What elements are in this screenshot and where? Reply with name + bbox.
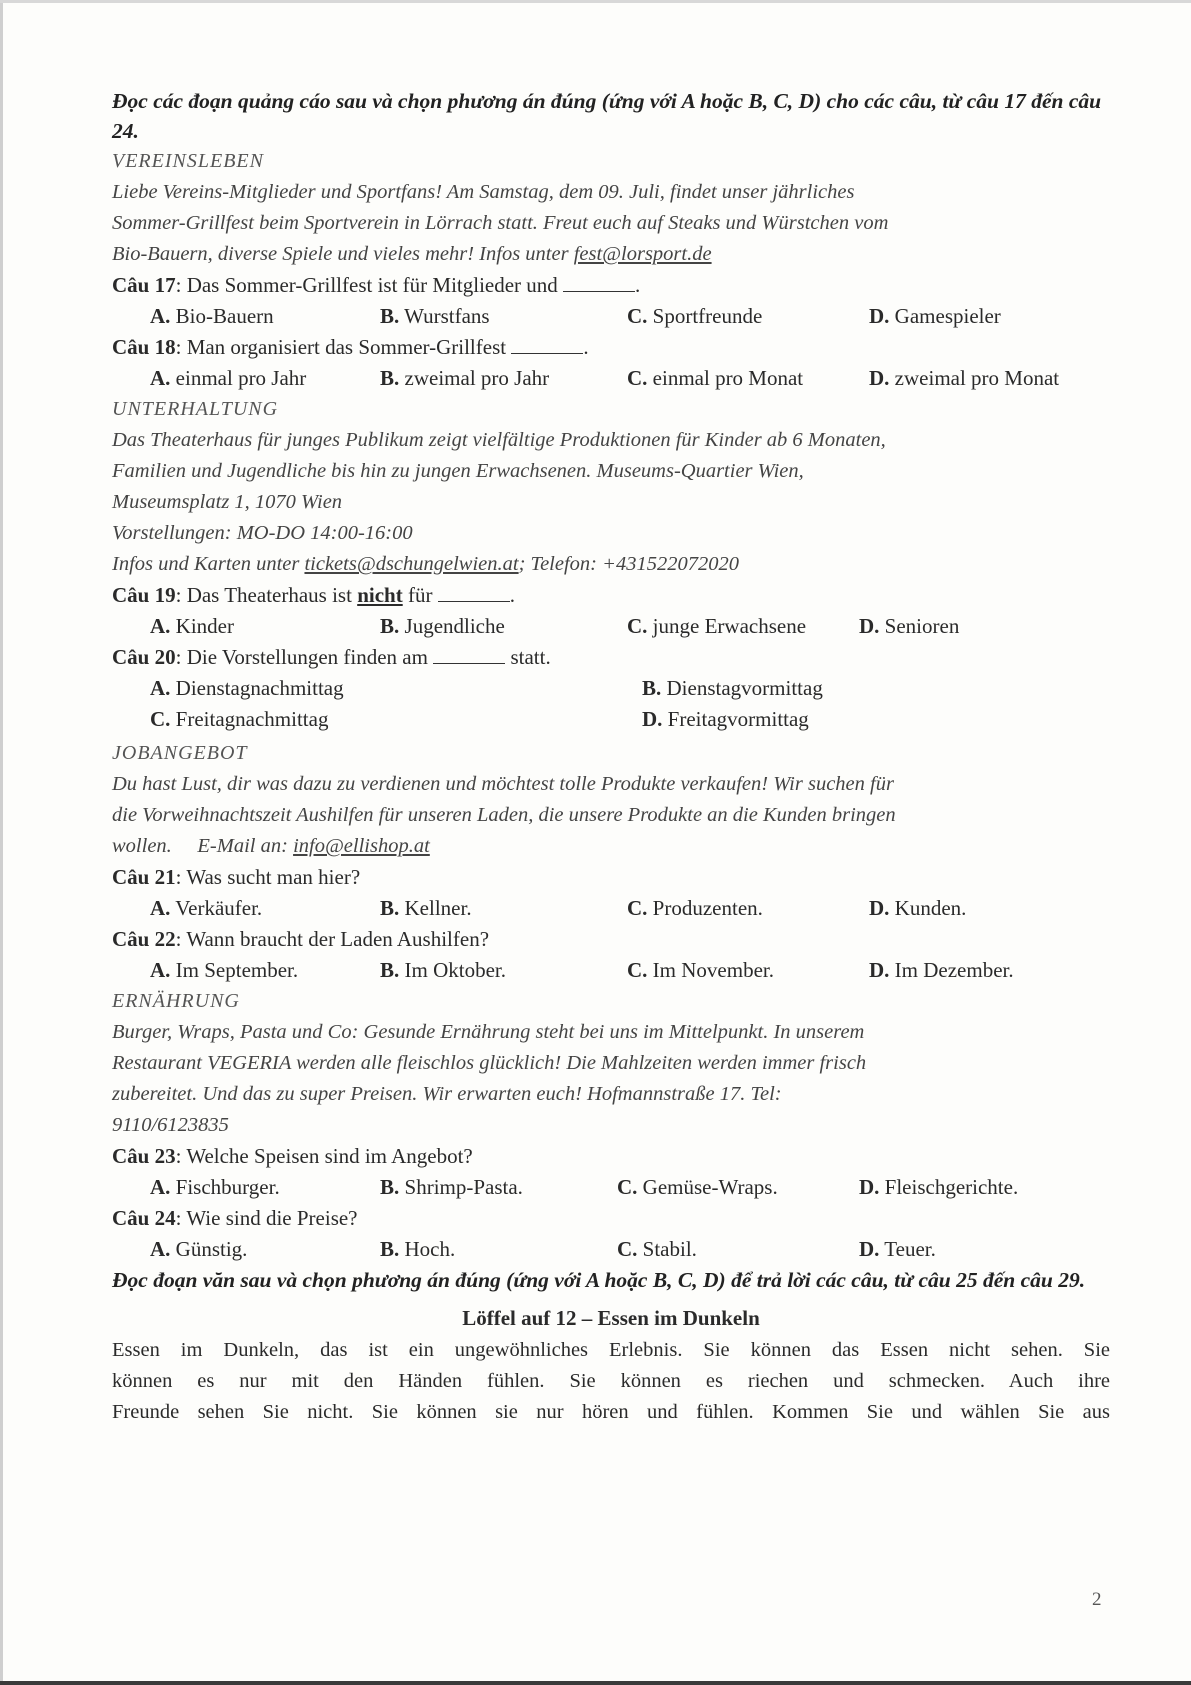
option-letter: B. — [380, 366, 400, 390]
option-letter: A. — [150, 1175, 171, 1199]
option-letter: B. — [642, 676, 662, 700]
question-end: . — [635, 273, 641, 297]
option-letter: C. — [617, 1175, 638, 1199]
ad4-line: Restaurant VEGERIA werden alle fleischlos glücklich! Die Mahlzeiten werden immer frisch — [112, 1052, 867, 1074]
options-19 — [112, 611, 1110, 642]
option-letter: D. — [642, 707, 663, 731]
option-letter: B. — [380, 304, 400, 328]
option-a[interactable] — [150, 301, 380, 332]
option-text: einmal pro Jahr — [170, 366, 307, 390]
ad2-info-line — [112, 549, 1110, 580]
option-letter: B. — [380, 1237, 400, 1261]
options-20-row2 — [112, 704, 1110, 735]
question-label: Câu 23 — [112, 1144, 176, 1168]
option-text: zweimal pro Monat — [889, 366, 1060, 390]
ad3-line: Du hast Lust, dir was dazu zu verdienen und möchtest tolle Produkte verkaufen! Wir suchen für — [112, 773, 894, 795]
ad2-line: Museumsplatz 1, 1070 Wien — [112, 491, 343, 513]
question-label: Câu 18 — [112, 335, 176, 359]
question-label: Câu 22 — [112, 927, 176, 951]
option-text: Gemüse-Wraps. — [637, 1175, 778, 1199]
option-d[interactable] — [869, 301, 1001, 332]
question-20 — [112, 642, 1110, 673]
options-18 — [112, 363, 1110, 394]
option-text: Im Oktober. — [399, 958, 506, 982]
option-letter: C. — [617, 1237, 638, 1261]
ad2-info-prefix: Infos und Karten unter — [112, 553, 305, 575]
option-a[interactable] — [150, 955, 380, 986]
option-text: Dienstagnachmittag — [170, 676, 344, 700]
option-text: Dienstagvormittag — [661, 676, 823, 700]
scan-edge-bottom — [0, 1681, 1191, 1685]
option-letter: A. — [150, 896, 171, 920]
option-b[interactable] — [380, 1234, 617, 1265]
option-d[interactable] — [642, 704, 809, 735]
option-c[interactable] — [617, 1172, 859, 1203]
option-d[interactable] — [869, 893, 966, 924]
question-19 — [112, 580, 1110, 611]
option-text: Fleischgerichte. — [879, 1175, 1019, 1199]
options-22 — [112, 955, 1110, 986]
ad1-line: Sommer-Grillfest beim Sportverein in Lörrach statt. Freut euch auf Steaks und Würstchen vom — [112, 212, 889, 234]
options-24 — [112, 1234, 1110, 1265]
option-d[interactable] — [869, 955, 1014, 986]
question-22 — [112, 924, 1110, 955]
option-text: Fischburger. — [170, 1175, 280, 1199]
option-d[interactable] — [869, 363, 1059, 394]
question-emphasis: nicht — [357, 583, 403, 607]
option-b[interactable] — [380, 955, 627, 986]
question-text: : Was sucht man hier? — [175, 865, 361, 889]
answer-blank — [563, 273, 635, 292]
option-letter: D. — [859, 1175, 880, 1199]
ad-heading-ernaehrung: ERNÄHRUNG — [112, 990, 240, 1012]
question-text: : Wie sind die Preise? — [175, 1206, 358, 1230]
option-letter: D. — [859, 1237, 880, 1261]
option-letter: C. — [627, 614, 648, 638]
option-text: junge Erwachsene — [647, 614, 807, 638]
reading-line: Essen im Dunkeln, das ist ein ungewöhnliches Erlebnis. Sie können das Essen nicht sehen. Sie — [112, 1339, 1110, 1361]
option-letter: B. — [380, 896, 400, 920]
options-21 — [112, 893, 1110, 924]
question-23 — [112, 1141, 1110, 1172]
option-a[interactable] — [150, 673, 642, 704]
option-a[interactable] — [150, 363, 380, 394]
option-c[interactable] — [627, 893, 869, 924]
ad2-email-link[interactable]: tickets@dschungelwien.at — [304, 553, 519, 575]
option-b[interactable] — [380, 1172, 617, 1203]
option-d[interactable] — [859, 611, 959, 642]
option-text: Gamespieler — [889, 304, 1001, 328]
ad3-line: die Vorweihnachtszeit Aushilfen für unseren Laden, die unsere Produkte an die Kunden bringen — [112, 804, 896, 826]
option-letter: C. — [627, 366, 648, 390]
option-text: Jugendliche — [399, 614, 505, 638]
option-letter: B. — [380, 614, 400, 638]
question-text: : Das Sommer-Grillfest ist für Mitglieder und — [175, 273, 558, 297]
option-a[interactable] — [150, 1172, 380, 1203]
option-letter: C. — [627, 958, 648, 982]
option-b[interactable] — [380, 363, 627, 394]
option-text: Im September. — [170, 958, 299, 982]
option-text: Im November. — [647, 958, 774, 982]
question-label: Câu 17 — [112, 273, 176, 297]
option-c[interactable] — [150, 704, 642, 735]
question-label: Câu 19 — [112, 583, 176, 607]
option-text: Kellner. — [399, 896, 472, 920]
answer-blank — [511, 335, 583, 354]
option-letter: A. — [150, 366, 171, 390]
option-d[interactable] — [859, 1234, 936, 1265]
option-text: Freitagnachmittag — [170, 707, 329, 731]
ad-heading-vereinsleben: VEREINSLEBEN — [112, 150, 264, 172]
option-a[interactable] — [150, 1234, 380, 1265]
option-b[interactable] — [380, 893, 627, 924]
option-letter: C. — [150, 707, 171, 731]
option-text: Hoch. — [399, 1237, 456, 1261]
question-text: : Das Theaterhaus ist — [175, 583, 358, 607]
reading-line: Freunde sehen Sie nicht. Sie können sie nur hören und fühlen. Kommen Sie und wählen Sie aus — [112, 1401, 1110, 1423]
question-text: : Man organisiert das Sommer-Grillfest — [175, 335, 507, 359]
question-label: Câu 20 — [112, 645, 176, 669]
scan-edge-top — [0, 0, 1191, 3]
option-c[interactable] — [617, 1234, 859, 1265]
ad-heading-unterhaltung: UNTERHALTUNG — [112, 398, 279, 420]
ad1-line: Liebe Vereins-Mitglieder und Sportfans! Am Samstag, dem 09. Juli, findet unser jährliches — [112, 181, 855, 203]
option-letter: C. — [627, 304, 648, 328]
option-letter: C. — [627, 896, 648, 920]
question-text: : Welche Speisen sind im Angebot? — [175, 1144, 473, 1168]
option-letter: A. — [150, 1237, 171, 1261]
option-b[interactable] — [642, 673, 823, 704]
answer-blank — [433, 645, 505, 664]
content — [112, 86, 1110, 1428]
question-text-after: für — [402, 583, 433, 607]
option-text: Sportfreunde — [647, 304, 763, 328]
question-end: statt. — [505, 645, 551, 669]
option-text: Wurstfans — [399, 304, 490, 328]
ad4-line: Burger, Wraps, Pasta und Co: Gesunde Ernährung steht bei uns im Mittelpunkt. In unserem — [112, 1021, 865, 1043]
option-letter: D. — [859, 614, 880, 638]
option-letter: A. — [150, 304, 171, 328]
question-24 — [112, 1203, 1110, 1234]
options-23 — [112, 1172, 1110, 1203]
option-d[interactable] — [859, 1172, 1018, 1203]
scan-edge-left — [0, 0, 3, 1685]
options-17 — [112, 301, 1110, 332]
option-text: Shrimp-Pasta. — [399, 1175, 523, 1199]
ad3-email-link[interactable]: info@ellishop.at — [293, 835, 430, 857]
question-text: : Die Vorstellungen finden am — [175, 645, 428, 669]
option-b[interactable] — [380, 301, 627, 332]
reading-title: Löffel auf 12 – Essen im Dunkeln — [462, 1306, 760, 1330]
reading-line: können es nur mit den Händen fühlen. Sie können es riechen und schmecken. Auch ihre — [112, 1370, 1110, 1392]
option-letter: B. — [380, 1175, 400, 1199]
option-text: Im Dezember. — [889, 958, 1014, 982]
ad2-line: Das Theaterhaus für junges Publikum zeigt vielfältige Produktionen für Kinder ab 6 Monaten, — [112, 429, 886, 451]
option-text: Stabil. — [637, 1237, 697, 1261]
option-letter: A. — [150, 614, 171, 638]
option-c[interactable] — [627, 301, 869, 332]
option-a[interactable] — [150, 893, 380, 924]
question-text: : Wann braucht der Laden Aushilfen? — [175, 927, 490, 951]
option-letter: D. — [869, 958, 890, 982]
ad1-line — [112, 239, 1110, 270]
option-text: Senioren — [879, 614, 960, 638]
ad1-line-text: Bio-Bauern, diverse Spiele und vieles mehr! Infos unter — [112, 243, 574, 265]
option-b[interactable] — [380, 611, 627, 642]
page-number: 2 — [1092, 1589, 1102, 1610]
option-text: einmal pro Monat — [647, 366, 804, 390]
instruction-17-24: Đọc các đoạn quảng cáo sau và chọn phương án đúng (ứng với A hoặc B, C, D) cho các câu, từ câu 17 đến câu 24. — [112, 89, 1102, 143]
ad1-email-link[interactable]: fest@lorsport.de — [573, 243, 712, 265]
option-letter: A. — [150, 958, 171, 982]
question-end: . — [583, 335, 589, 359]
question-18 — [112, 332, 1110, 363]
option-text: Teuer. — [879, 1237, 936, 1261]
option-text: Freitagvormittag — [662, 707, 809, 731]
option-text: Kunden. — [889, 896, 967, 920]
answer-blank — [438, 583, 510, 602]
option-letter: A. — [150, 676, 171, 700]
ad2-line: Vorstellungen: MO-DO 14:00-16:00 — [112, 522, 413, 544]
option-letter: D. — [869, 304, 890, 328]
ad-heading-jobangebot: JOBANGEBOT — [112, 742, 248, 764]
option-letter: D. — [869, 896, 890, 920]
question-label: Câu 24 — [112, 1206, 176, 1230]
question-21 — [112, 862, 1110, 893]
ad3-line — [112, 831, 1110, 862]
options-20-row1 — [112, 673, 1110, 704]
ad2-info-suffix: ; Telefon: +431522072020 — [518, 553, 739, 575]
option-letter: B. — [380, 958, 400, 982]
option-text: Günstig. — [170, 1237, 248, 1261]
question-label: Câu 21 — [112, 865, 176, 889]
option-c[interactable] — [627, 955, 869, 986]
question-end: . — [509, 583, 515, 607]
question-17 — [112, 270, 1110, 301]
option-text: Bio-Bauern — [170, 304, 274, 328]
ad3-line-text: wollen. E-Mail an: — [112, 835, 294, 857]
option-letter: D. — [869, 366, 890, 390]
option-text: zweimal pro Jahr — [399, 366, 550, 390]
option-c[interactable] — [627, 363, 869, 394]
option-text: Verkäufer. — [170, 896, 263, 920]
ad2-line: Familien und Jugendliche bis hin zu jungen Erwachsenen. Museums-Quartier Wien, — [112, 460, 804, 482]
ad4-line: zubereitet. Und das zu super Preisen. Wir erwarten euch! Hofmannstraße 17. Tel: — [112, 1083, 782, 1105]
option-text: Produzenten. — [647, 896, 763, 920]
option-text: Kinder — [170, 614, 234, 638]
option-c[interactable] — [627, 611, 859, 642]
instruction-25-29: Đọc đoạn văn sau và chọn phương án đúng (ứng với A hoặc B, C, D) để trả lời các câu, từ câu 25 đến câu 29. — [112, 1268, 1086, 1292]
option-a[interactable] — [150, 611, 380, 642]
ad4-line: 9110/6123835 — [112, 1114, 229, 1136]
